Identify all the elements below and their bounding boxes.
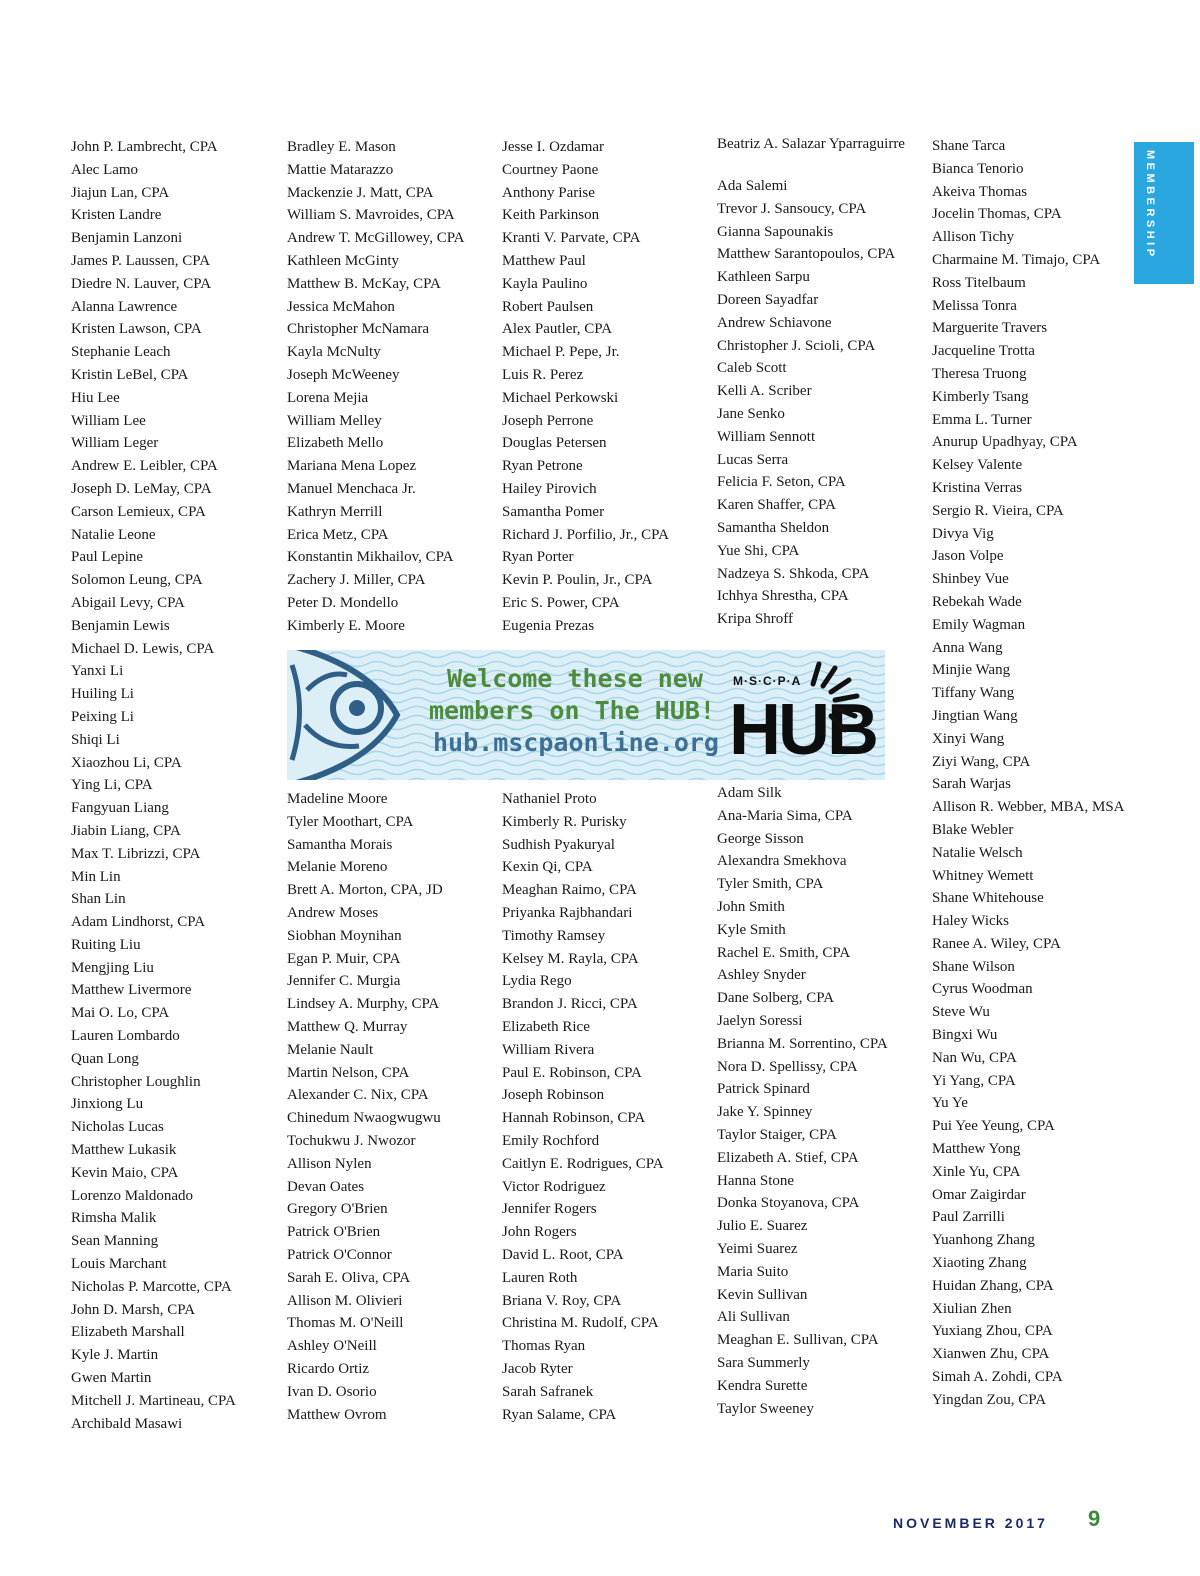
mscpa-label: M·S·C·P·A — [733, 674, 802, 688]
member-name: William S. Mavroides, CPA — [287, 207, 455, 224]
member-name: Fangyuan Liang — [71, 800, 169, 817]
member-name: Nora D. Spellissy, CPA — [717, 1058, 858, 1075]
member-name: Samantha Pomer — [502, 503, 605, 520]
member-name: Madeline Moore — [287, 791, 388, 807]
member-name: Eugenia Prezas — [502, 617, 595, 634]
member-name: Ashley O'Neill — [287, 1338, 377, 1355]
member-name: Ichhya Shrestha, CPA — [717, 588, 849, 605]
member-name: Siobhan Moynihan — [287, 927, 402, 944]
member-name: Kelsey M. Rayla, CPA — [502, 950, 639, 967]
member-name: Nicholas P. Marcotte, CPA — [71, 1278, 232, 1295]
member-name: Kexin Qi, CPA — [502, 859, 593, 876]
member-name: Anna Wang — [932, 639, 1003, 656]
member-name: Gregory O'Brien — [287, 1201, 388, 1218]
member-name: Xiaoting Zhang — [932, 1255, 1027, 1272]
member-name: Ryan Porter — [502, 549, 574, 566]
member-name: Peixing Li — [71, 708, 134, 725]
member-name: Robert Paulsen — [502, 298, 594, 315]
member-name: Christopher Loughlin — [71, 1073, 201, 1090]
member-name: Hanna Stone — [717, 1172, 795, 1189]
member-name: Beatriz A. Salazar Yparraguirre — [717, 136, 905, 152]
member-list-column-4-top — [717, 136, 907, 631]
member-name: Jessica McMahon — [287, 298, 395, 315]
member-name: Chinedum Nwaogwugwu — [287, 1110, 441, 1127]
member-name: Priyanka Rajbhandari — [502, 904, 633, 921]
member-name: Lydia Rego — [502, 973, 572, 990]
member-name: Jiabin Liang, CPA — [71, 822, 181, 839]
member-name: Shane Whitehouse — [932, 890, 1044, 907]
member-name: Yi Yang, CPA — [932, 1072, 1016, 1089]
hub-logo-text: HUB — [729, 690, 876, 770]
member-name: Shane Wilson — [932, 958, 1015, 975]
member-name: Elizabeth Rice — [502, 1018, 590, 1035]
member-name: Eric S. Power, CPA — [502, 594, 620, 611]
member-name: Natalie Welsch — [932, 844, 1023, 861]
member-name: Meaghan Raimo, CPA — [502, 882, 637, 899]
member-name: Lauren Lombardo — [71, 1028, 180, 1045]
member-name: Kristin LeBel, CPA — [71, 366, 189, 383]
member-name: Blake Webler — [932, 821, 1014, 838]
member-name: Paul Zarrilli — [932, 1209, 1005, 1226]
member-name: Solomon Leung, CPA — [71, 572, 203, 589]
member-name: William Lee — [71, 412, 146, 429]
member-name: John Rogers — [502, 1224, 577, 1241]
member-name: Yuanhong Zhang — [932, 1232, 1035, 1249]
member-name: Kelsey Valente — [932, 457, 1023, 474]
member-name: Shinbey Vue — [932, 571, 1009, 588]
member-name: Sudhish Pyakuryal — [502, 836, 615, 853]
member-name: Briana V. Roy, CPA — [502, 1292, 622, 1309]
member-name: Michael P. Pepe, Jr. — [502, 344, 620, 361]
member-name: Brandon J. Ricci, CPA — [502, 996, 638, 1013]
member-name: Jennifer C. Murgia — [287, 973, 401, 990]
member-name: Benjamin Lanzoni — [71, 230, 183, 247]
member-name: Kyle Smith — [717, 921, 786, 938]
member-name: Alexandra Smekhova — [717, 853, 847, 870]
member-name: Steve Wu — [932, 1004, 990, 1021]
member-name: Michael D. Lewis, CPA — [71, 640, 215, 657]
member-name: William Sennott — [717, 428, 816, 445]
member-name: Egan P. Muir, CPA — [287, 950, 401, 967]
member-name: William Rivera — [502, 1041, 595, 1058]
member-name: Taylor Sweeney — [717, 1400, 814, 1417]
member-name: Kimberly E. Moore — [287, 617, 405, 634]
member-name: William Leger — [71, 435, 159, 452]
member-name: Yuxiang Zhou, CPA — [932, 1323, 1053, 1340]
member-name: Dane Solberg, CPA — [717, 990, 835, 1007]
member-name: Andrew Moses — [287, 904, 379, 921]
member-name: Archibald Masawi — [71, 1415, 183, 1432]
member-name: Jacob Ryter — [502, 1360, 573, 1377]
member-name: Sean Manning — [71, 1233, 159, 1250]
member-name: Anurup Upadhyay, CPA — [932, 434, 1078, 451]
member-name: Kathleen Sarpu — [717, 269, 810, 286]
member-name: Nathaniel Proto — [502, 791, 597, 807]
hub-welcome-banner[interactable] — [287, 650, 885, 780]
member-name: Abigail Levy, CPA — [71, 594, 185, 611]
member-name: Lorena Mejia — [287, 389, 369, 406]
member-name: Christopher J. Scioli, CPA — [717, 337, 876, 354]
member-name: Kayla McNulty — [287, 344, 381, 361]
member-name: Sarah Warjas — [932, 776, 1011, 793]
banner-line-1: Welcome these new — [447, 664, 703, 693]
member-name: Nan Wu, CPA — [932, 1049, 1017, 1066]
member-name: Patrick O'Brien — [287, 1224, 381, 1241]
member-list-column-5 — [932, 135, 1125, 1412]
member-name: Patrick O'Connor — [287, 1246, 392, 1263]
member-name: John D. Marsh, CPA — [71, 1301, 196, 1318]
member-name: Julio E. Suarez — [717, 1218, 808, 1235]
member-name: Elizabeth A. Stief, CPA — [717, 1149, 859, 1166]
member-name: Hiu Lee — [71, 389, 120, 406]
member-name: Shiqi Li — [71, 731, 120, 748]
member-name: Joseph Robinson — [502, 1087, 605, 1104]
member-name: Keith Parkinson — [502, 207, 600, 224]
member-name: Carson Lemieux, CPA — [71, 503, 206, 520]
member-name: Patrick Spinard — [717, 1081, 810, 1098]
member-name: Samantha Sheldon — [717, 519, 830, 536]
member-name: Alanna Lawrence — [71, 298, 178, 315]
hub-burst-icon — [793, 654, 873, 734]
member-name: Jennifer Rogers — [502, 1201, 597, 1218]
member-list-column-2-bottom — [287, 788, 443, 1426]
member-name: Allison Nylen — [287, 1155, 372, 1172]
member-name: Ryan Salame, CPA — [502, 1406, 617, 1423]
member-name: Tochukwu J. Nwozor — [287, 1132, 416, 1149]
member-name: Konstantin Mikhailov, CPA — [287, 549, 454, 566]
member-name: James P. Laussen, CPA — [71, 252, 211, 269]
member-name: Huiling Li — [71, 686, 134, 703]
member-name: Andrew E. Leibler, CPA — [71, 458, 218, 475]
member-name: Caitlyn E. Rodrigues, CPA — [502, 1155, 664, 1172]
member-name: Jason Volpe — [932, 548, 1004, 565]
member-name: Brett A. Morton, CPA, JD — [287, 882, 443, 899]
member-name: Jacqueline Trotta — [932, 343, 1035, 360]
page-number: 9 — [1088, 1506, 1101, 1531]
member-name: Yue Shi, CPA — [717, 542, 800, 559]
member-name: Caleb Scott — [717, 360, 787, 377]
member-name: Jaelyn Soressi — [717, 1012, 803, 1029]
member-name: Matthew Ovrom — [287, 1406, 387, 1423]
member-name: Douglas Petersen — [502, 435, 607, 452]
member-name: Kristen Landre — [71, 207, 162, 224]
member-name: Kelli A. Scriber — [717, 383, 812, 400]
member-name: Manuel Menchaca Jr. — [287, 480, 416, 497]
member-name: Xinyi Wang — [932, 730, 1005, 747]
member-name: Quan Long — [71, 1050, 139, 1067]
member-name: Kathryn Merrill — [287, 503, 383, 520]
member-name: Joseph Perrone — [502, 412, 594, 429]
member-name: Thomas Ryan — [502, 1338, 586, 1355]
banner-line-2: members on The HUB! — [429, 696, 715, 725]
member-name: Ana-Maria Sima, CPA — [717, 807, 853, 824]
member-name: Kevin Maio, CPA — [71, 1164, 179, 1181]
member-name: Jane Senko — [717, 405, 785, 422]
member-name: Jiajun Lan, CPA — [71, 184, 170, 201]
member-name: Tyler Smith, CPA — [717, 876, 824, 893]
member-name: Elizabeth Mello — [287, 435, 384, 452]
member-name: Hailey Pirovich — [502, 480, 597, 497]
member-name: Timothy Ramsey — [502, 927, 606, 944]
member-name: Michael Perkowski — [502, 389, 619, 406]
member-name: Andrew T. McGillowey, CPA — [287, 230, 465, 247]
member-name: Mai O. Lo, CPA — [71, 1005, 170, 1022]
member-name: Matthew B. McKay, CPA — [287, 275, 441, 292]
member-name: Sarah Safranek — [502, 1383, 594, 1400]
member-name: Jinxiong Lu — [71, 1096, 144, 1113]
banner-url-link[interactable]: hub.mscpaonline.org — [433, 728, 719, 757]
member-name: Jingtian Wang — [932, 707, 1018, 724]
member-name: William Melley — [287, 412, 382, 429]
member-name: Yu Ye — [932, 1095, 968, 1112]
member-list-column-1 — [71, 136, 236, 1435]
member-name: Min Lin — [71, 868, 121, 885]
member-name: Paul E. Robinson, CPA — [502, 1064, 642, 1081]
member-name: Emma L. Turner — [932, 411, 1032, 428]
member-name: Matthew Sarantopoulos, CPA — [717, 246, 896, 263]
member-name: Paul Lepine — [71, 549, 144, 566]
member-name: Mackenzie J. Matt, CPA — [287, 184, 434, 201]
member-name: Jake Y. Spinney — [717, 1104, 813, 1121]
member-name: Lorenzo Maldonado — [71, 1187, 194, 1204]
member-name: Christina M. Rudolf, CPA — [502, 1315, 659, 1332]
member-name: Felicia F. Seton, CPA — [717, 474, 846, 491]
member-name: Karen Shaffer, CPA — [717, 497, 836, 514]
member-name: Melanie Moreno — [287, 859, 388, 876]
member-name: Natalie Leone — [71, 526, 156, 543]
member-name: Stephanie Leach — [71, 344, 171, 361]
member-name: Kristen Lawson, CPA — [71, 321, 202, 338]
member-name: George Sisson — [717, 830, 804, 847]
member-name: Matthew Paul — [502, 252, 586, 269]
member-name: Kevin Sullivan — [717, 1286, 808, 1303]
member-name: Kevin P. Poulin, Jr., CPA — [502, 572, 653, 589]
member-name: Lucas Serra — [717, 451, 789, 468]
member-name: Xianwen Zhu, CPA — [932, 1346, 1050, 1363]
member-name: Ranee A. Wiley, CPA — [932, 935, 1061, 952]
member-name: Thomas M. O'Neill — [287, 1315, 404, 1332]
member-list-column-2-top — [287, 136, 465, 638]
member-name: Rebekah Wade — [932, 593, 1022, 610]
member-name: Divya Vig — [932, 525, 994, 542]
member-name: Xiulian Zhen — [932, 1300, 1012, 1317]
member-name: Hannah Robinson, CPA — [502, 1110, 646, 1127]
member-name: Zachery J. Miller, CPA — [287, 572, 426, 589]
member-name: Gwen Martin — [71, 1370, 152, 1387]
member-name: Lauren Roth — [502, 1269, 578, 1286]
member-name: Yanxi Li — [71, 663, 124, 680]
member-name: Gianna Sapounakis — [717, 223, 834, 240]
member-name: Cyrus Woodman — [932, 981, 1033, 998]
member-name: Omar Zaigirdar — [932, 1186, 1026, 1203]
member-name: Matthew Q. Murray — [287, 1018, 408, 1035]
member-name: Theresa Truong — [932, 365, 1027, 382]
member-name: Taylor Staiger, CPA — [717, 1126, 837, 1143]
member-list-column-3-top — [502, 136, 669, 638]
member-name: Trevor J. Sansoucy, CPA — [717, 200, 867, 217]
member-name: Whitney Wemett — [932, 867, 1034, 884]
member-name: David L. Root, CPA — [502, 1246, 624, 1263]
fish-icon — [287, 650, 427, 780]
member-name: John P. Lambrecht, CPA — [71, 139, 218, 155]
member-name: Kayla Paulino — [502, 275, 588, 292]
member-name: Ada Salemi — [717, 178, 788, 194]
member-name: Nadzeya S. Shkoda, CPA — [717, 565, 870, 582]
member-name: Xiaozhou Li, CPA — [71, 754, 182, 771]
member-name: Ying Li, CPA — [71, 777, 153, 794]
member-name: Sarah E. Oliva, CPA — [287, 1269, 411, 1286]
member-name: Jesse I. Ozdamar — [502, 139, 605, 155]
member-name: Ruiting Liu — [71, 936, 141, 953]
member-name: Mattie Matarazzo — [287, 161, 394, 178]
member-name: Ziyi Wang, CPA — [932, 753, 1031, 770]
member-name: Ivan D. Osorio — [287, 1383, 377, 1400]
member-name: Kyle J. Martin — [71, 1347, 159, 1364]
member-name: Rimsha Malik — [71, 1210, 157, 1227]
member-name: Xinle Yu, CPA — [932, 1163, 1021, 1180]
member-name: Melanie Nault — [287, 1041, 374, 1058]
member-name: Minjie Wang — [932, 662, 1011, 679]
member-name: Meaghan E. Sullivan, CPA — [717, 1332, 879, 1349]
member-name: Kathleen McGinty — [287, 252, 400, 269]
member-name: Alex Pautler, CPA — [502, 321, 613, 338]
member-name: Huidan Zhang, CPA — [932, 1277, 1054, 1294]
member-name: Lindsey A. Murphy, CPA — [287, 996, 440, 1013]
section-tab-label: MEMBERSHIP — [1144, 150, 1156, 260]
member-name: Sergio R. Vieira, CPA — [932, 502, 1064, 519]
issue-date: NOVEMBER 2017 — [893, 1515, 1048, 1531]
member-name: Jocelin Thomas, CPA — [932, 206, 1062, 223]
member-name: Peter D. Mondello — [287, 594, 399, 611]
member-name: Adam Silk — [717, 785, 782, 801]
member-name: Yingdan Zou, CPA — [932, 1391, 1047, 1408]
member-name: Victor Rodriguez — [502, 1178, 606, 1195]
member-name: Ali Sullivan — [717, 1309, 790, 1326]
member-name: Diedre N. Lauver, CPA — [71, 275, 212, 292]
member-name: Tiffany Wang — [932, 685, 1015, 702]
member-name: Charmaine M. Timajo, CPA — [932, 251, 1101, 268]
member-name: Allison Tichy — [932, 229, 1015, 246]
member-name: Rachel E. Smith, CPA — [717, 944, 851, 961]
member-name: Ross Titelbaum — [932, 274, 1026, 291]
member-name: Elizabeth Marshall — [71, 1324, 185, 1341]
member-name: Richard J. Porfilio, Jr., CPA — [502, 526, 669, 543]
member-name: Anthony Parise — [502, 184, 595, 201]
member-name: Max T. Librizzi, CPA — [71, 845, 201, 862]
member-name: Luis R. Perez — [502, 366, 584, 383]
member-name: Yeimi Suarez — [717, 1240, 798, 1257]
member-name: Shan Lin — [71, 891, 126, 908]
member-name: Kimberly R. Purisky — [502, 813, 627, 830]
member-name: Allison R. Webber, MBA, MSA — [932, 799, 1125, 816]
member-name: Allison M. Olivieri — [287, 1292, 403, 1309]
member-list-column-3-bottom — [502, 788, 664, 1426]
member-name: Samantha Morais — [287, 836, 393, 853]
member-name: Haley Wicks — [932, 913, 1010, 930]
member-name: Nicholas Lucas — [71, 1119, 164, 1136]
member-list-column-4-bottom — [717, 782, 888, 1420]
member-name: Andrew Schiavone — [717, 314, 832, 331]
member-name: Mitchell J. Martineau, CPA — [71, 1392, 236, 1409]
member-name: Matthew Livermore — [71, 982, 192, 999]
member-name: Maria Suito — [717, 1263, 789, 1280]
member-name: Sara Summerly — [717, 1354, 810, 1371]
member-name: Marguerite Travers — [932, 320, 1048, 337]
section-tab — [1134, 142, 1194, 284]
member-name: Shane Tarca — [932, 138, 1006, 154]
member-name: Simah A. Zohdi, CPA — [932, 1369, 1063, 1386]
member-name: Emily Rochford — [502, 1132, 600, 1149]
member-name: Pui Yee Yeung, CPA — [932, 1118, 1055, 1135]
member-name: Louis Marchant — [71, 1256, 167, 1273]
member-name: Tyler Moothart, CPA — [287, 813, 414, 830]
member-name: Bingxi Wu — [932, 1027, 998, 1044]
member-name: Benjamin Lewis — [71, 617, 170, 634]
member-name: Kristina Verras — [932, 479, 1023, 496]
member-name: Melissa Tonra — [932, 297, 1017, 314]
member-name: Matthew Lukasik — [71, 1142, 177, 1159]
member-name: Akeiva Thomas — [932, 183, 1028, 200]
member-name: Bradley E. Mason — [287, 139, 396, 155]
member-name: Matthew Yong — [932, 1141, 1021, 1158]
member-name: Joseph McWeeney — [287, 366, 400, 383]
member-name: Emily Wagman — [932, 616, 1026, 633]
member-name: Kripa Shroff — [717, 611, 793, 628]
member-name: John Smith — [717, 898, 785, 915]
member-name: Ricardo Ortiz — [287, 1360, 370, 1377]
member-name: Brianna M. Sorrentino, CPA — [717, 1035, 888, 1052]
member-name: Christopher McNamara — [287, 321, 430, 338]
member-name: Donka Stoyanova, CPA — [717, 1195, 860, 1212]
member-name: Kimberly Tsang — [932, 388, 1029, 405]
member-name: Alexander C. Nix, CPA — [287, 1087, 429, 1104]
member-name: Adam Lindhorst, CPA — [71, 914, 206, 931]
member-name: Joseph D. LeMay, CPA — [71, 480, 212, 497]
member-name: Ryan Petrone — [502, 458, 583, 475]
member-name: Doreen Sayadfar — [717, 291, 819, 308]
member-name: Erica Metz, CPA — [287, 526, 389, 543]
member-name: Bianca Tenorio — [932, 160, 1024, 177]
member-name: Mengjing Liu — [71, 959, 154, 976]
member-name: Devan Oates — [287, 1178, 365, 1195]
member-name: Martin Nelson, CPA — [287, 1064, 410, 1081]
member-name: Courtney Paone — [502, 161, 599, 178]
member-name: Kranti V. Parvate, CPA — [502, 230, 641, 247]
member-name: Ashley Snyder — [717, 967, 806, 984]
member-name: Mariana Mena Lopez — [287, 458, 417, 475]
member-name: Alec Lamo — [71, 161, 139, 178]
member-name: Kendra Surette — [717, 1377, 808, 1394]
